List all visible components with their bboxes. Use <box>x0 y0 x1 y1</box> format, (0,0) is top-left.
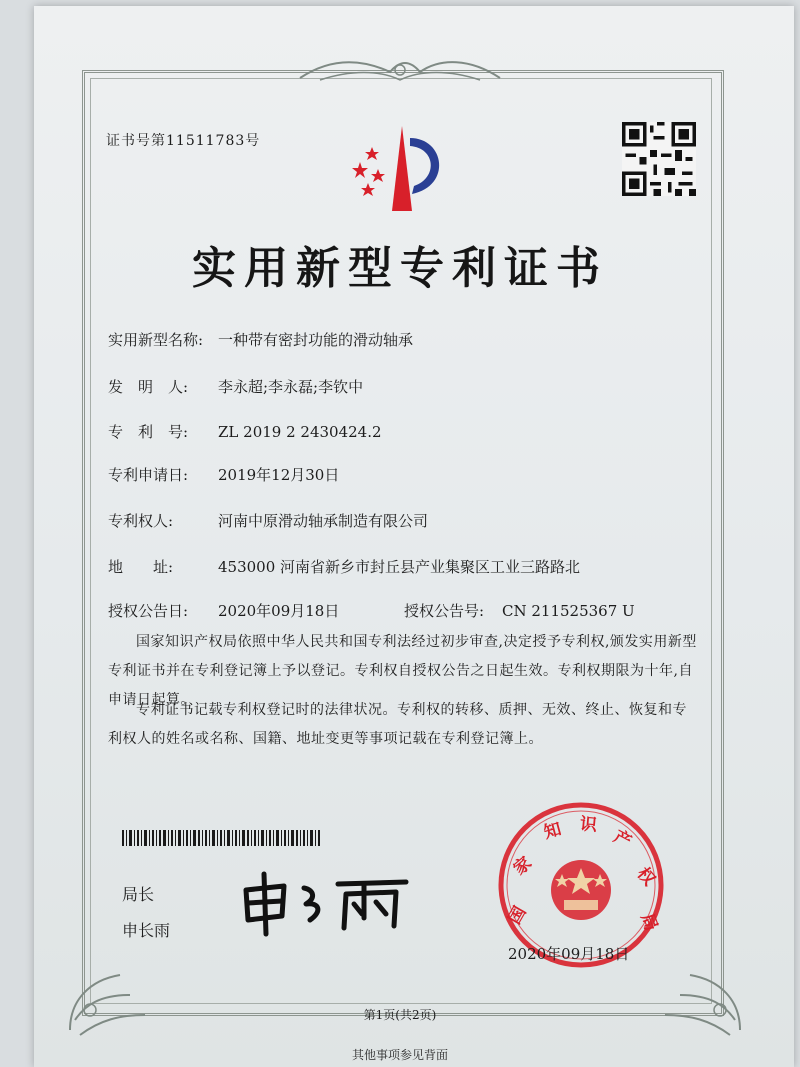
grant-date-label: 授权公告日: <box>108 602 189 620</box>
svg-text:家: 家 <box>509 853 536 880</box>
utility-model-name-label: 实用新型名称: <box>108 331 204 349</box>
bottom-left-ornament <box>60 960 150 1040</box>
patentee-label: 专利权人: <box>108 512 174 530</box>
footer-note: 其他事项参见背面 <box>351 1048 448 1062</box>
svg-text:国: 国 <box>504 903 531 928</box>
svg-text:权: 权 <box>632 863 659 890</box>
grant-date-row <box>108 600 339 621</box>
svg-text:识: 识 <box>579 814 598 836</box>
address-value: 453000 河南省新乡市封丘县产业集聚区工业三路路北 <box>218 558 581 576</box>
seal-date: 2020年09月18日 <box>508 945 630 963</box>
patent-number-row <box>108 421 382 442</box>
svg-text:知: 知 <box>541 819 564 844</box>
grant-date-value: 2020年09月18日 <box>218 602 340 620</box>
application-date-label: 专利申请日: <box>108 466 189 484</box>
inventor-value: 李永超;李永磊;李钦中 <box>218 378 364 396</box>
handwritten-signature <box>236 868 416 938</box>
barcode <box>122 830 320 846</box>
grant-number-value: CN 211525367 U <box>502 602 635 620</box>
grant-number-row <box>404 600 635 621</box>
svg-text:局: 局 <box>636 910 662 934</box>
application-date-value: 2019年12月30日 <box>218 466 340 484</box>
address-row <box>108 556 580 577</box>
bottom-right-ornament <box>660 960 750 1040</box>
patent-number-value: ZL 2019 2 2430424.2 <box>218 423 382 441</box>
grant-number-label: 授权公告号: <box>404 602 485 620</box>
legal-status-paragraph: 专利证书记载专利权登记时的法律状况。专利权的转移、质押、无效、终止、恢复和专利权人的姓名或名称、国籍、地址变更等事项记载在专利登记簿上。 <box>108 702 687 747</box>
patent-number-label: 专 利 号: <box>108 423 189 441</box>
inventor-row <box>108 376 363 397</box>
page-number: 第1页(共2页) <box>363 1008 437 1022</box>
grant-statement-paragraph: 国家知识产权局依照中华人民共和国专利法经过初步审查,决定授予专利权,颁发实用新型专利证书并在专利登记簿上予以登记。专利权自授权公告之日起生效。专利权期限为十年,自申请日起算。 <box>108 634 697 708</box>
certificate-title: 实用新型专利证书 <box>192 243 608 294</box>
inventor-label: 发 明 人: <box>108 378 189 396</box>
director-name: 申长雨 <box>122 921 171 940</box>
utility-model-name-row <box>108 329 413 350</box>
certificate-number: 证书号第11511783号 <box>106 133 261 149</box>
address-label: 地 址: <box>108 558 174 576</box>
utility-model-name-value: 一种带有密封功能的滑动轴承 <box>218 331 414 349</box>
patentee-value: 河南中原滑动轴承制造有限公司 <box>218 512 429 530</box>
application-date-row <box>108 464 339 485</box>
top-ornament <box>290 50 510 90</box>
qr-code <box>622 122 696 196</box>
svg-text:产: 产 <box>610 826 635 853</box>
patentee-row <box>108 510 428 531</box>
director-title: 局长 <box>122 885 155 904</box>
patent-office-logo <box>340 116 460 216</box>
